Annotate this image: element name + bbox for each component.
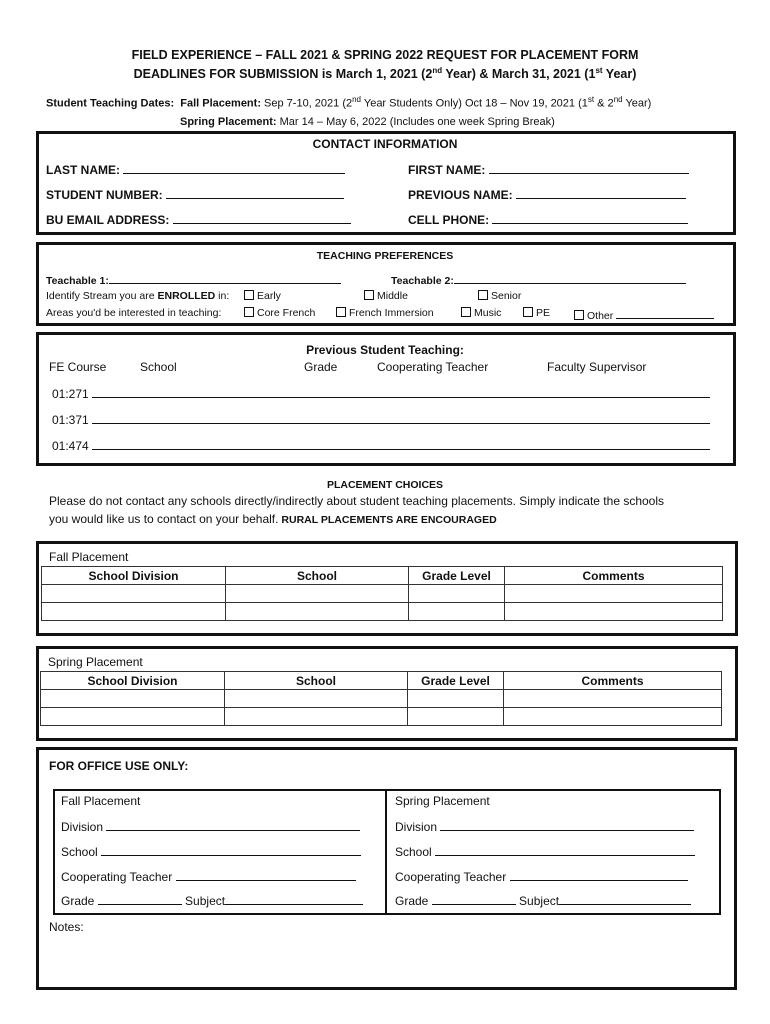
col-cooperating-teacher: Cooperating Teacher: [377, 360, 489, 374]
course-row[interactable]: 01:474: [52, 438, 710, 453]
spring-placement-label: Spring Placement: [48, 655, 143, 669]
office-fall-teacher[interactable]: Cooperating Teacher: [61, 869, 356, 884]
office-fall-grade-subject[interactable]: Grade Subject: [61, 893, 363, 908]
last-name-field[interactable]: LAST NAME:: [46, 162, 345, 177]
header-school-division: School Division: [41, 672, 225, 690]
office-spring-grade-subject[interactable]: Grade Subject: [395, 893, 691, 908]
teachable-1-field[interactable]: Teachable 1:: [46, 272, 341, 287]
previous-name-field[interactable]: PREVIOUS NAME:: [408, 187, 686, 202]
table-row[interactable]: [41, 690, 722, 708]
header-grade-level: Grade Level: [408, 672, 504, 690]
office-fall-school[interactable]: School: [61, 844, 361, 859]
office-spring-teacher[interactable]: Cooperating Teacher: [395, 869, 688, 884]
office-heading: FOR OFFICE USE ONLY:: [49, 759, 189, 773]
french-immersion-checkbox[interactable]: French Immersion: [336, 307, 434, 319]
checkbox-icon: [336, 307, 346, 317]
fall-placement-label: Fall Placement: [49, 550, 129, 564]
header-school: School: [225, 672, 408, 690]
middle-checkbox[interactable]: Middle: [364, 290, 408, 302]
checkbox-icon: [244, 290, 254, 300]
course-row[interactable]: 01:271: [52, 386, 710, 401]
student-teaching-dates: Student Teaching Dates: Fall Placement: Sep 7-10, 2021 (2nd Year Students Only) Oct 18 – Nov 19, 2021 (1st & 2nd Year): [46, 95, 652, 110]
table-row[interactable]: [41, 708, 722, 726]
teaching-heading: TEACHING PREFERENCES: [316, 250, 454, 262]
contact-heading: CONTACT INFORMATION: [312, 137, 458, 151]
student-number-field[interactable]: STUDENT NUMBER:: [46, 187, 344, 202]
checkbox-icon: [364, 290, 374, 300]
header-school: School: [226, 567, 409, 585]
teachable-2-field[interactable]: Teachable 2:: [391, 272, 686, 287]
placement-instructions-2: you would like us to contact on your behalf. RURAL PLACEMENTS ARE ENCOURAGED: [49, 512, 497, 526]
checkbox-icon: [461, 307, 471, 317]
col-faculty-supervisor: Faculty Supervisor: [547, 360, 647, 374]
header-comments: Comments: [505, 567, 723, 585]
office-notes-label: Notes:: [49, 920, 84, 934]
checkbox-icon: [478, 290, 488, 300]
table-row[interactable]: [42, 585, 723, 603]
header-comments: Comments: [504, 672, 722, 690]
col-fe-course: FE Course: [49, 360, 107, 374]
cell-phone-field[interactable]: CELL PHONE:: [408, 212, 688, 227]
placement-choices-heading: PLACEMENT CHOICES: [326, 479, 444, 491]
header-school-division: School Division: [42, 567, 226, 585]
spring-dates: Spring Placement: Mar 14 – May 6, 2022 (Includes one week Spring Break): [180, 116, 555, 128]
checkbox-icon: [244, 307, 254, 317]
office-spring-label: Spring Placement: [395, 794, 490, 808]
areas-label: Areas you'd be interested in teaching:: [46, 307, 222, 319]
first-name-field[interactable]: FIRST NAME:: [408, 162, 689, 177]
form-title: FIELD EXPERIENCE – FALL 2021 & SPRING 2022 REQUEST FOR PLACEMENT FORM: [131, 48, 639, 62]
col-school: School: [140, 360, 177, 374]
deadline-line: DEADLINES FOR SUBMISSION is March 1, 2021 (2nd Year) & March 31, 2021 (1st Year): [133, 66, 637, 82]
pe-checkbox[interactable]: PE: [523, 307, 550, 319]
other-checkbox[interactable]: Other: [574, 307, 714, 322]
previous-heading: Previous Student Teaching:: [306, 343, 464, 357]
stream-row: Identify Stream you are ENROLLED in:: [46, 290, 230, 302]
early-checkbox[interactable]: Early: [244, 290, 281, 302]
office-spring-division[interactable]: Division: [395, 819, 694, 834]
senior-checkbox[interactable]: Senior: [478, 290, 521, 302]
bu-email-field[interactable]: BU EMAIL ADDRESS:: [46, 212, 351, 227]
checkbox-icon: [574, 310, 584, 320]
checkbox-icon: [523, 307, 533, 317]
placement-instructions: Please do not contact any schools directly/indirectly about student teaching placements. Simply indicate the schools: [49, 494, 665, 508]
table-row[interactable]: [42, 603, 723, 621]
col-grade: Grade: [304, 360, 338, 374]
music-checkbox[interactable]: Music: [461, 307, 501, 319]
fall-placement-table: [41, 566, 723, 621]
office-fall-division[interactable]: Division: [61, 819, 360, 834]
core-french-checkbox[interactable]: Core French: [244, 307, 315, 319]
course-row[interactable]: 01:371: [52, 412, 710, 427]
spring-placement-table: [40, 671, 722, 726]
header-grade-level: Grade Level: [409, 567, 505, 585]
office-spring-school[interactable]: School: [395, 844, 695, 859]
office-fall-label: Fall Placement: [61, 794, 141, 808]
